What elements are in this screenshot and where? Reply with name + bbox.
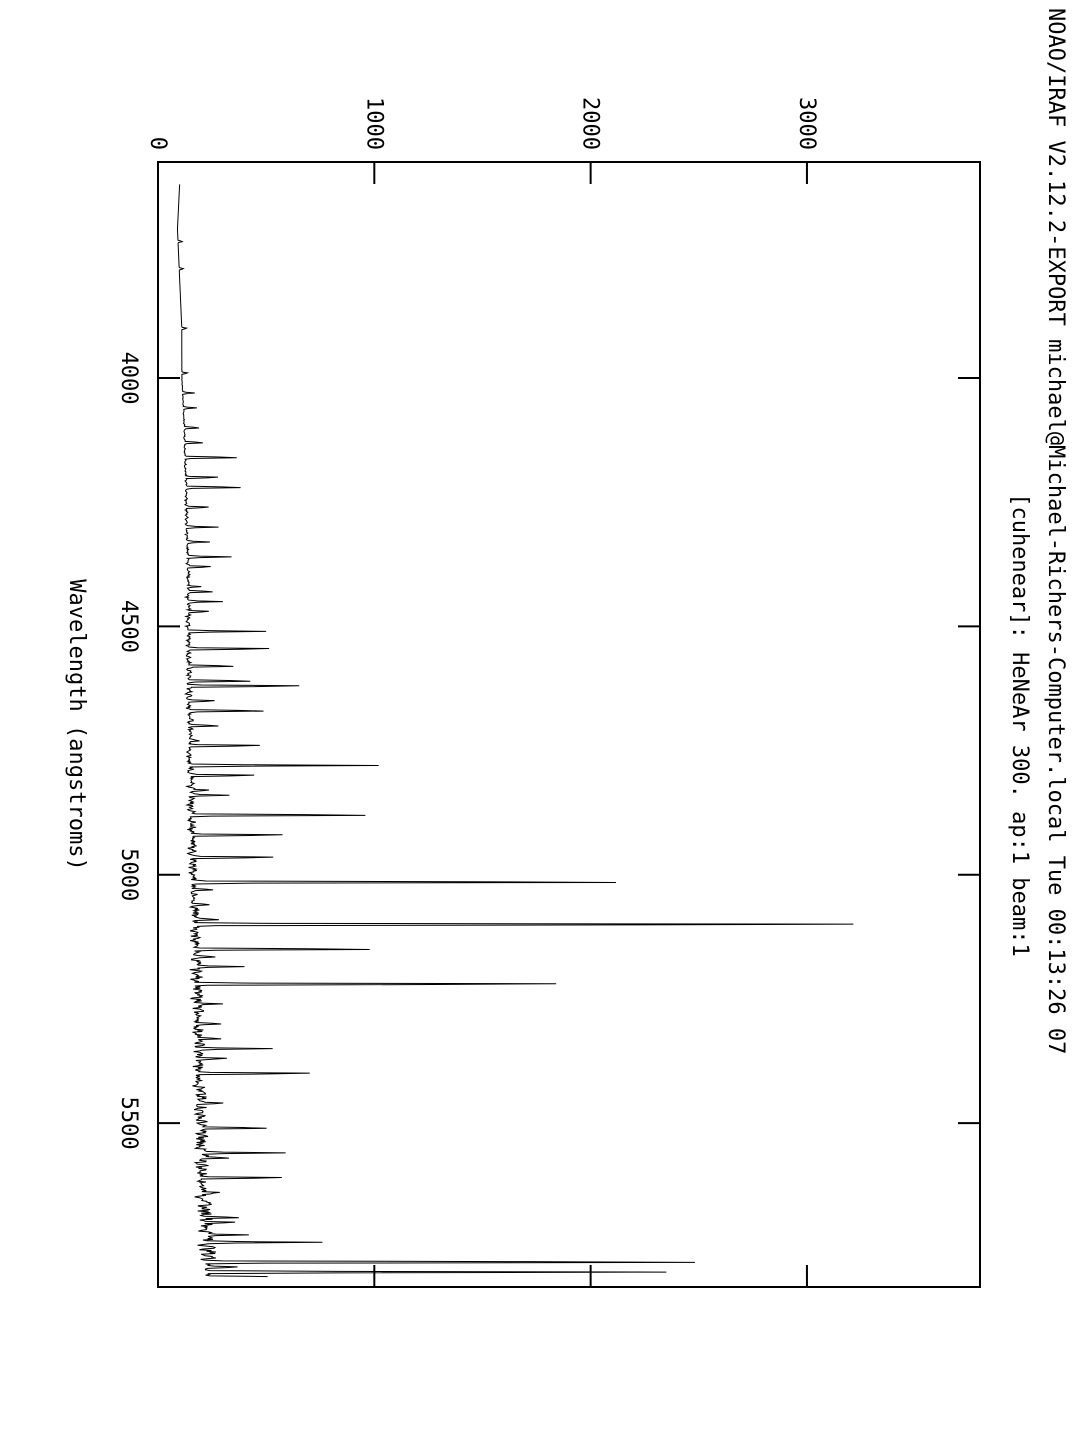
x-tick-label: 4000 bbox=[116, 351, 141, 405]
spectrum-line bbox=[177, 184, 853, 1276]
plot-frame bbox=[158, 162, 980, 1287]
header-line2: [cuhenear]: HeNeAr 300. ap:1 beam:1 bbox=[1007, 493, 1032, 957]
x-axis-label: Wavelength (angstroms) bbox=[64, 579, 89, 871]
axis-tick-labels bbox=[116, 97, 819, 1150]
x-tick-label: 5500 bbox=[116, 1096, 141, 1150]
x-tick-label: 5000 bbox=[116, 848, 141, 902]
y-tick-label: 0 bbox=[145, 136, 170, 150]
x-tick-label: 4500 bbox=[116, 599, 141, 653]
y-tick-label: 2000 bbox=[577, 97, 603, 150]
y-tick-label: 3000 bbox=[793, 97, 819, 150]
y-tick-label: 1000 bbox=[361, 97, 387, 150]
axis-ticks bbox=[158, 162, 980, 1287]
header-line1: NOAO/IRAF V2.12.2-EXPORT michael@Michael-Richers-Computer.local Tue 00:13:26 07 bbox=[1043, 8, 1068, 1055]
